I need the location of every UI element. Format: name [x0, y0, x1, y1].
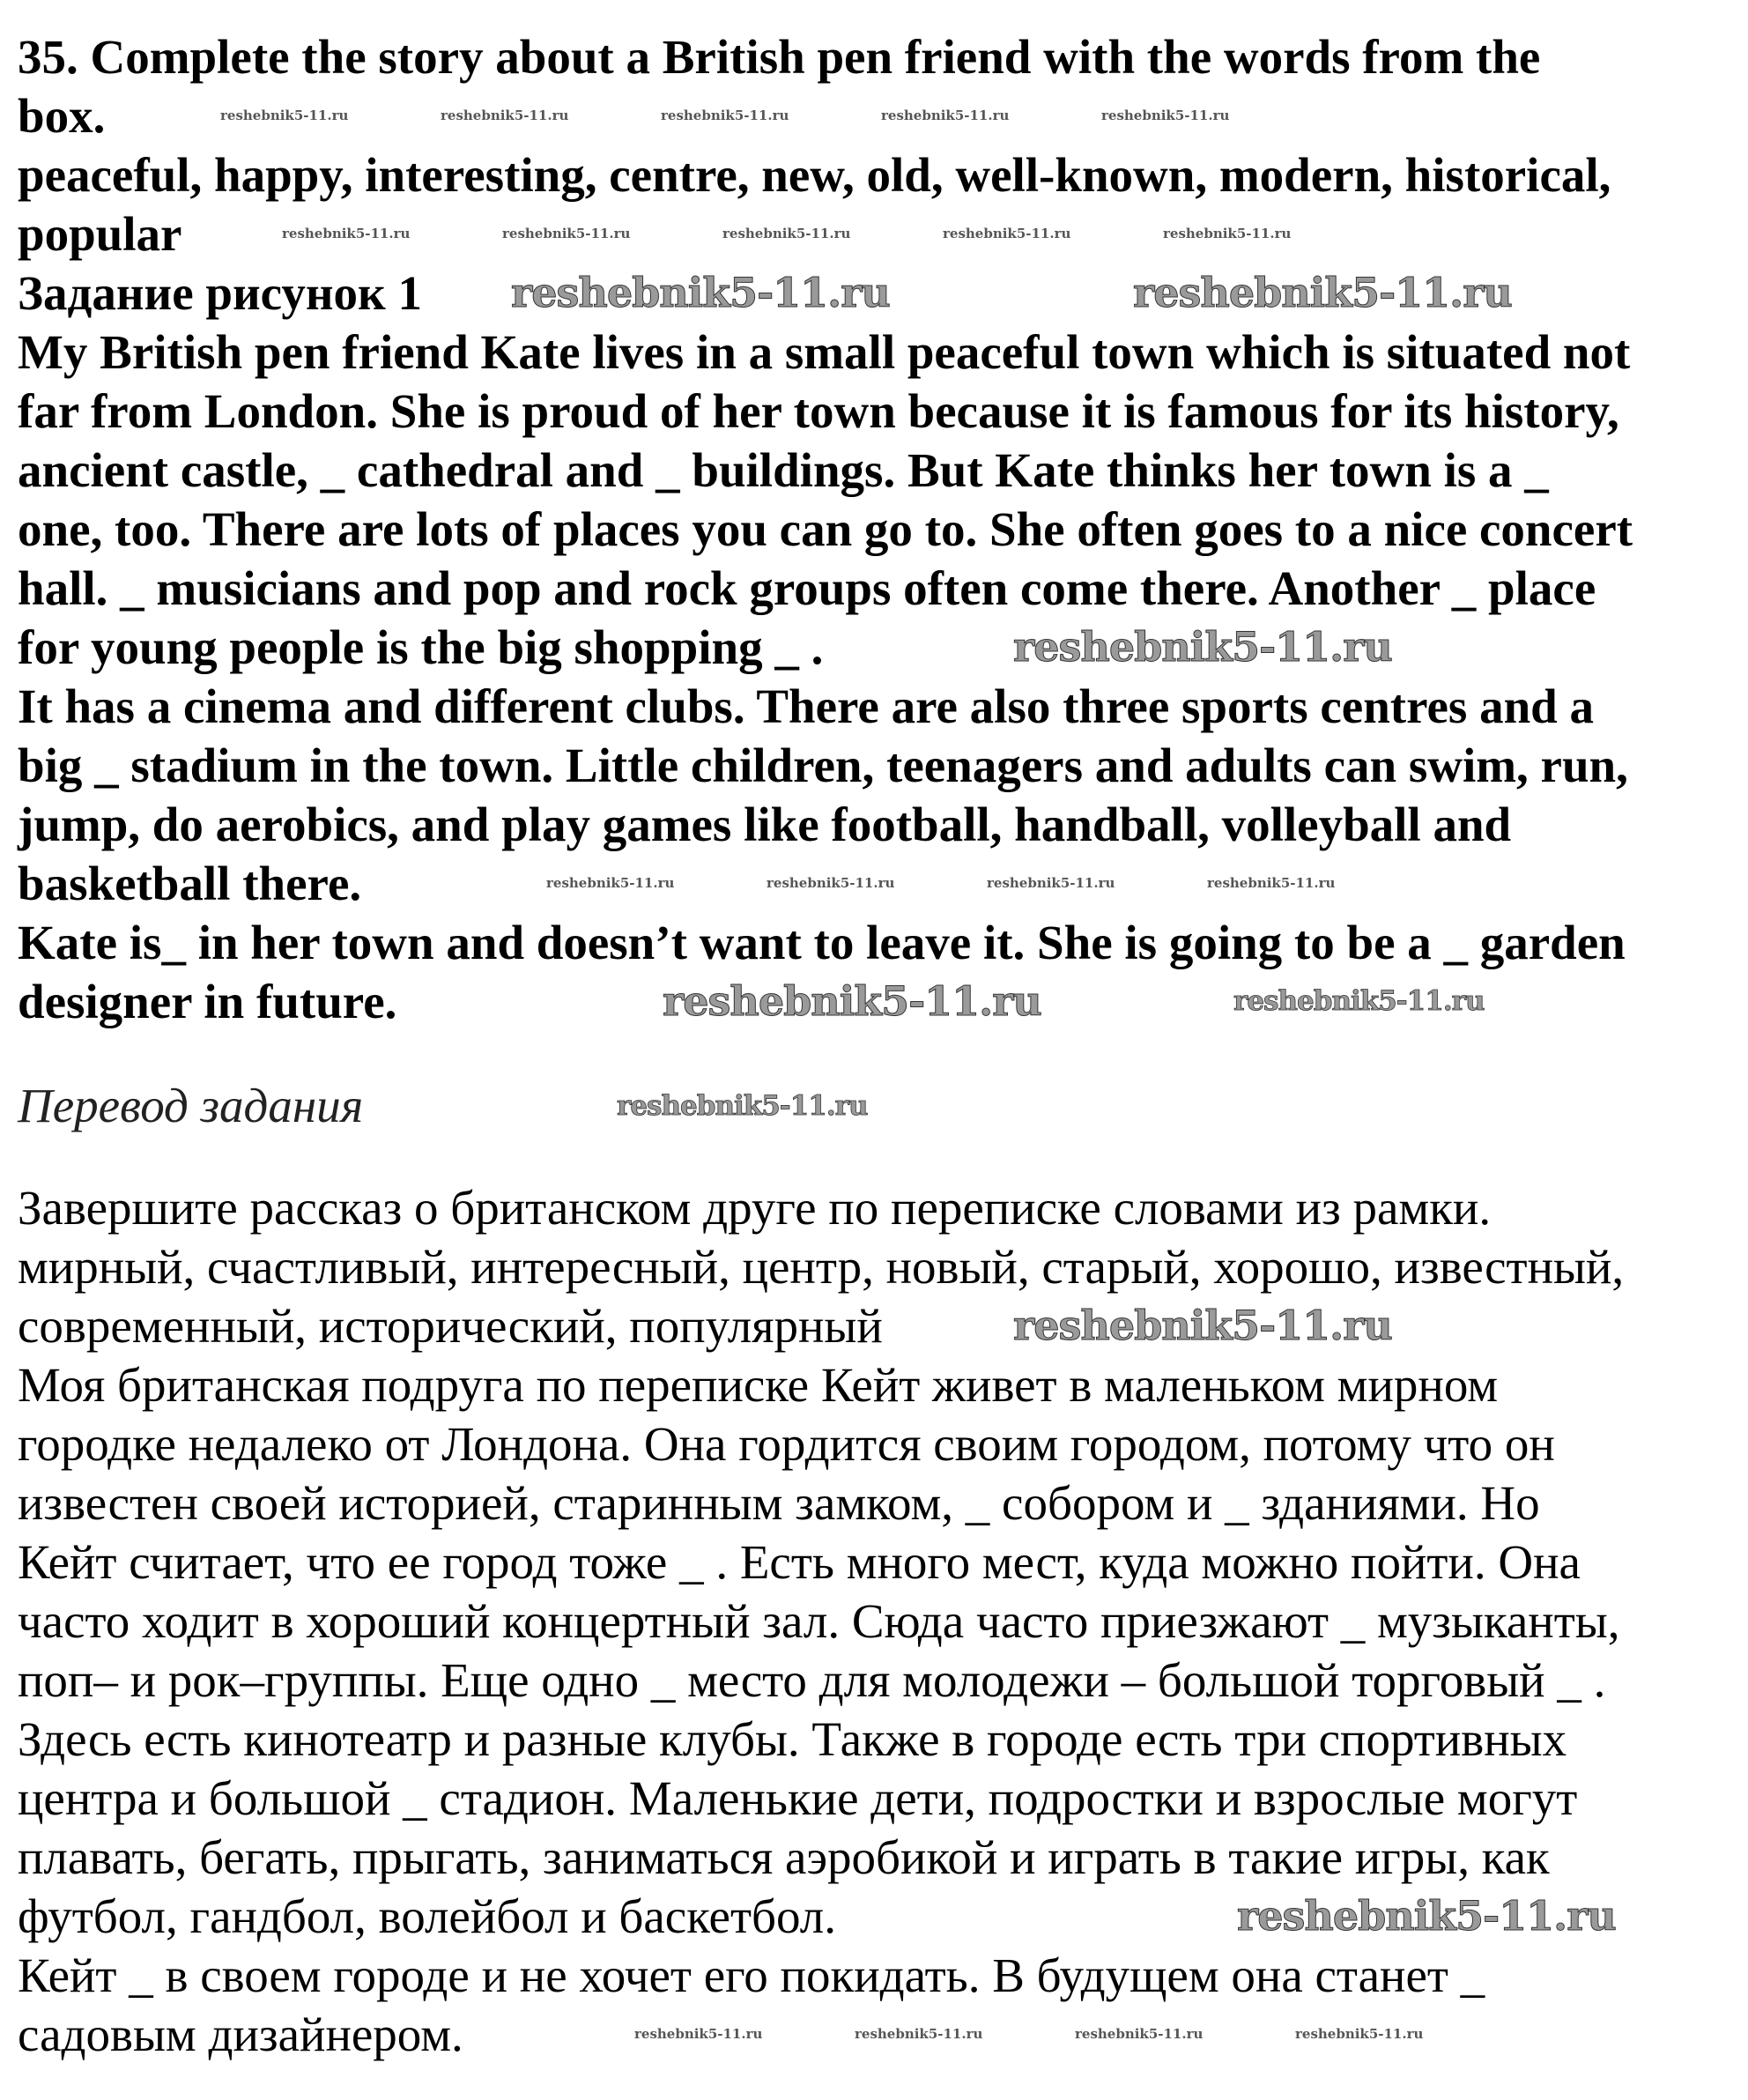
watermark: reshebnik5-11.ru [661, 108, 789, 123]
watermark: reshebnik5-11.ru [1233, 985, 1485, 1017]
watermark: reshebnik5-11.ru [1163, 226, 1292, 241]
watermark: reshebnik5-11.ru [617, 1090, 868, 1122]
translation-line: плавать, бегать, прыгать, заниматься аэробикой и играть в такие игры, как [18, 1830, 1550, 1884]
exercise-line: My British pen friend Kate lives in a small peaceful town which is situated not [18, 325, 1631, 379]
exercise-line: peaceful, happy, interesting, centre, new, old, well-known, modern, historical, [18, 148, 1611, 202]
translation-line: центра и большой _ стадион. Маленькие дети, подростки и взрослые могут [18, 1771, 1578, 1825]
watermark: reshebnik5-11.ru [502, 226, 631, 241]
exercise-line: It has a cinema and different clubs. There are also three sports centres and a [18, 679, 1595, 733]
exercise-line: basketball there. [18, 857, 362, 910]
watermark: reshebnik5-11.ru [1237, 1892, 1616, 1940]
translation-line: Завершите рассказ о британском друге по переписке словами из рамки. [18, 1181, 1492, 1235]
exercise-line: Kate is_ in her town and doesn’t want to leave it. She is going to be a _ garden [18, 916, 1626, 969]
watermark: reshebnik5-11.ru [987, 875, 1115, 891]
exercise-line: for young people is the big shopping _ . [18, 620, 824, 674]
translation-line: Кейт _ в своем городе и не хочет его покидать. В будущем она станет _ [18, 1948, 1485, 2002]
exercise-line: popular [18, 207, 182, 261]
translation-line: часто ходит в хороший концертный зал. Сюда часто приезжают _ музыканты, [18, 1594, 1620, 1648]
exercise-line: box. [18, 89, 106, 143]
watermark: reshebnik5-11.ru [441, 108, 569, 123]
watermark: reshebnik5-11.ru [663, 977, 1041, 1025]
translation-heading: Перевод задания [18, 1079, 364, 1132]
watermark: reshebnik5-11.ru [1295, 2026, 1424, 2042]
watermark: reshebnik5-11.ru [511, 269, 890, 316]
exercise-line: big _ stadium in the town. Little children, teenagers and adults can swim, run, [18, 738, 1628, 792]
exercise-line: ancient castle, _ cathedral and _ buildings. But Kate thinks her town is a _ [18, 443, 1549, 497]
watermark: reshebnik5-11.ru [881, 108, 1010, 123]
watermark: reshebnik5-11.ru [634, 2026, 763, 2042]
translation-line: поп– и рок–группы. Еще одно _ место для молодежи – большой торговый _ . [18, 1653, 1606, 1707]
watermark: reshebnik5-11.ru [767, 875, 895, 891]
translation-line: садовым дизайнером. [18, 2007, 463, 2061]
watermark: reshebnik5-11.ru [1207, 875, 1336, 891]
watermark: reshebnik5-11.ru [1075, 2026, 1204, 2042]
watermark: reshebnik5-11.ru [1133, 269, 1512, 316]
exercise-line: 35. Complete the story about a British pen friend with the words from the [18, 30, 1541, 84]
watermark: reshebnik5-11.ru [1013, 1302, 1392, 1349]
exercise-line: Задание рисунок 1 [18, 266, 422, 320]
translation-line: мирный, счастливый, интересный, центр, новый, старый, хорошо, известный, [18, 1240, 1625, 1294]
watermark: reshebnik5-11.ru [1101, 108, 1230, 123]
exercise-line: one, too. There are lots of places you can go to. She often goes to a nice concert [18, 502, 1633, 556]
watermark: reshebnik5-11.ru [943, 226, 1071, 241]
watermark: reshebnik5-11.ru [1013, 623, 1392, 671]
translation-line: современный, исторический, популярный [18, 1299, 883, 1353]
exercise-line: designer in future. [18, 975, 397, 1028]
watermark: reshebnik5-11.ru [546, 875, 675, 891]
translation-line: Моя британская подруга по переписке Кейт живет в маленьком мирном [18, 1358, 1499, 1412]
translation-line: известен своей историей, старинным замком, _ собором и _ зданиями. Но [18, 1476, 1540, 1530]
watermark: reshebnik5-11.ru [220, 108, 349, 123]
watermark: reshebnik5-11.ru [722, 226, 851, 241]
exercise-line: jump, do aerobics, and play games like football, handball, volleyball and [18, 798, 1512, 851]
watermark: reshebnik5-11.ru [282, 226, 411, 241]
exercise-line: far from London. She is proud of her town because it is famous for its history, [18, 384, 1619, 438]
translation-line: городке недалеко от Лондона. Она гордится своим городом, потому что он [18, 1417, 1555, 1471]
translation-line: Здесь есть кинотеатр и разные клубы. Также в городе есть три спортивных [18, 1712, 1567, 1766]
translation-line: футбол, гандбол, волейбол и баскетбол. [18, 1889, 836, 1943]
translation-line: Кейт считает, что ее город тоже _ . Есть много мест, куда можно пойти. Она [18, 1535, 1581, 1589]
exercise-line: hall. _ musicians and pop and rock groups often come there. Another _ place [18, 561, 1596, 615]
watermark: reshebnik5-11.ru [855, 2026, 983, 2042]
